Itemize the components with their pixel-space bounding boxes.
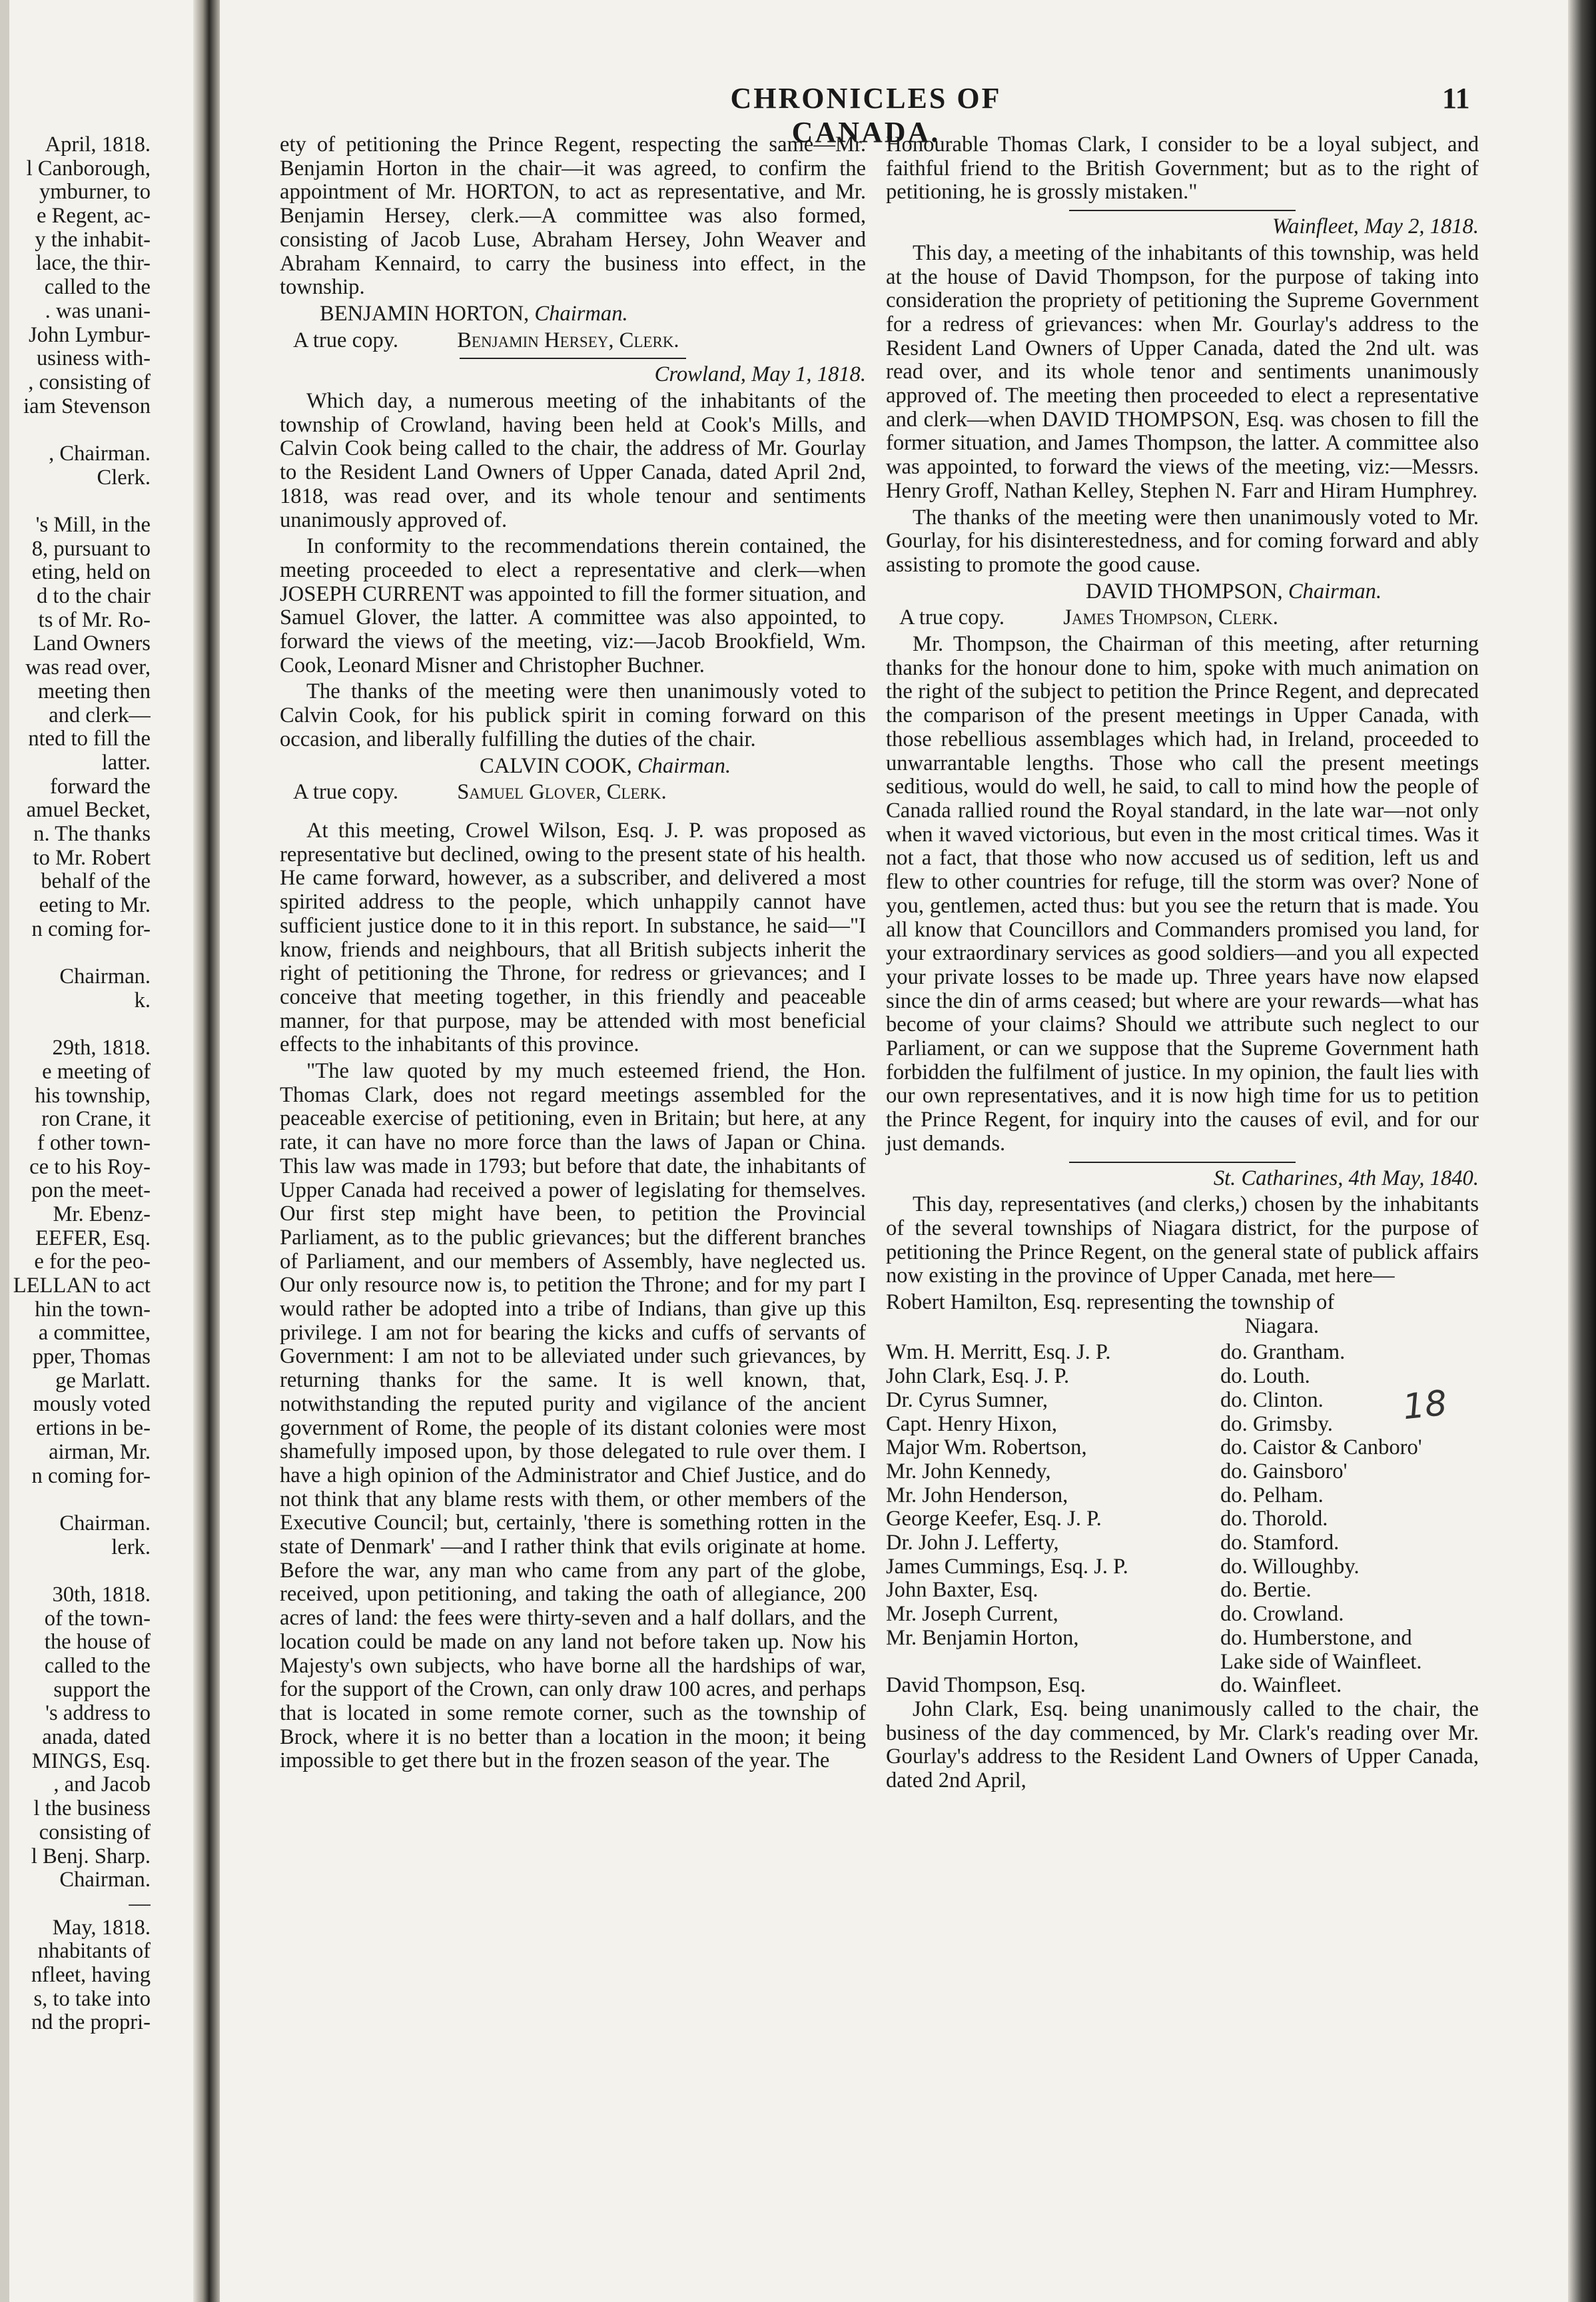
fragment-line: e for the peo- <box>34 1250 151 1274</box>
book-gutter <box>193 0 220 2302</box>
paragraph: Honourable Thomas Clark, I consider to be a loyal subject, and faithful friend to the British Government; but as to the right of petitioning, he is grossly mistaken." <box>886 133 1479 204</box>
fragment-line: a committee, <box>38 1321 151 1345</box>
attestation-line <box>280 781 866 805</box>
representative-township: Lake side of Wainfleet. <box>1220 1649 1422 1674</box>
scan-edge-right <box>1568 0 1596 2302</box>
fragment-line: 8, pursuant to <box>31 536 151 561</box>
representative-name: Wm. H. Merritt, Esq. J. P. <box>886 1340 1111 1365</box>
signature-line <box>280 755 866 779</box>
paragraph: At this meeting, Crowel Wilson, Esq. J. P. was proposed as representative but declined, owing to the present state of his health. He came forward, however, as a subscriber, and delivered a most spirited address to the people, which unhappily cannot have sufficient justice done to it in this report. In substance, he said—"I know, friends and neighbours, that all British subjects inherit the right of petitioning the Throne, for redress or grievances; and I conceive that meeting together, in this friendly and peaceable manner, for that purpose, may be attended with most beneficial effects to the inhabitants of this province. <box>280 818 866 1057</box>
table-row <box>886 1531 1479 1555</box>
paragraph: This day, representatives (and clerks,) chosen by the inhabitants of the several townships of Niagara district, for the purpose of petitioning the Prince Regent, on the general state of publick affairs now existing in the province of Upper Canada, met here— <box>886 1192 1479 1288</box>
fragment-line: e Regent, ac- <box>37 204 151 228</box>
fragment-line: meeting then <box>37 679 151 703</box>
fragment-line: nhabitants of <box>37 1939 151 1964</box>
fragment-line: Chairman. <box>59 964 151 989</box>
representative-township: do. Willoughby. <box>1220 1554 1360 1579</box>
table-row <box>886 1484 1479 1508</box>
fragment-line: 30th, 1818. <box>52 1582 151 1607</box>
fragment-line: iam Stevenson <box>23 394 151 418</box>
fragment-line: ertions in be- <box>36 1416 151 1441</box>
fragment-line: anada, dated <box>42 1725 151 1750</box>
fragment-line: MINGS, Esq. <box>31 1748 151 1773</box>
representative-township: do. Crowland. <box>1220 1602 1344 1627</box>
fragment-line: behalf of the <box>41 869 151 894</box>
fragment-line: lace, the thir- <box>35 251 151 276</box>
signatory: CALVIN COOK, <box>480 753 632 778</box>
fragment-line: hin the town- <box>35 1297 151 1322</box>
fragment-line: support the <box>53 1677 151 1702</box>
fragment-line: . was unani- <box>45 298 151 323</box>
fragment-line: , and Jacob <box>53 1772 151 1797</box>
fragment-line: LELLAN to act <box>13 1274 151 1298</box>
fragment-line: f other town- <box>37 1130 151 1155</box>
fragment-line: and clerk— <box>49 703 151 727</box>
representative-name: Major Wm. Robertson, <box>886 1435 1087 1460</box>
fragment-line: ron Crane, it <box>41 1107 151 1132</box>
fragment-line: Land Owners <box>33 631 151 656</box>
fragment-line: l Benj. Sharp. <box>31 1844 151 1868</box>
representative-name: George Keefer, Esq. J. P. <box>886 1507 1102 1531</box>
representative-township: do. Stamford. <box>1220 1531 1340 1555</box>
fragment-line: — <box>129 1891 151 1916</box>
signatory-role: Chairman. <box>1288 579 1382 603</box>
signature-line <box>280 302 866 326</box>
clerk-signature: James Thompson, Clerk. <box>1063 605 1278 630</box>
page-number: 11 <box>1442 82 1470 115</box>
fragment-line: of the town- <box>44 1606 151 1631</box>
table-row <box>886 1627 1479 1651</box>
fragment-line: forward the <box>49 774 151 799</box>
fragment-line: consisting of <box>39 1820 151 1844</box>
representative-name: Capt. Henry Hixon, <box>886 1411 1057 1436</box>
signatory: DAVID THOMPSON, <box>1086 579 1283 603</box>
column-1 <box>280 133 866 1776</box>
fragment-line: , Chairman. <box>49 441 151 466</box>
fragment-line: pper, Thomas <box>32 1345 151 1369</box>
dateline: St. Catharines, 4th May, 1840. <box>1213 1166 1479 1190</box>
fragment-line: k. <box>134 988 151 1012</box>
fragment-line: nd the propri- <box>31 2010 151 2035</box>
representative-township: do. Grantham. <box>1220 1340 1346 1365</box>
fragment-line: airman, Mr. <box>49 1439 151 1464</box>
fragment-line: called to the <box>44 275 151 300</box>
dateline: Crowland, May 1, 1818. <box>654 362 866 387</box>
fragment-line: Mr. Ebenz- <box>53 1202 151 1226</box>
representative-township: do. Thorold. <box>1220 1507 1328 1531</box>
column-2 <box>886 133 1479 1796</box>
table-row <box>886 1436 1479 1460</box>
paragraph: "The law quoted by my much esteemed friend, the Hon. Thomas Clark, does not regard meetings assembled for the peaceable exercise of petitioning, even in Britain; but here, at any rate, it can have no more force than the laws of Japan or China. This law was made in 1793; but before that date, the inhabitants of Upper Canada had received a power of legislating for themselves. Our first step might have been, to petition the Provincial Parliament, as to the public grievances; but the different branches of Parliament, and our members of Assembly, have neglected us. Our only resource now is, to petition the Throne; and for my part I would rather be adopted into a tribe of Indians, than give up this privilege. I am not for bearing the kicks and cuffs of servants of Government: I am not to be alleviated under such grievances, by returning thanks for the same. It is well known, that, notwithstanding the reputed purity and vigilance of the ancient government of Rome, the people of its distant colonies were most shamefully imposed upon, by those delegated to rule over them. I have a high opinion of the Administrator and Chief Justice, and do not think that any blame rests with them, or other members of the Executive Council; but, certainly, 'there is something rotten in the state of Denmark' —and I rather think that evils originate at home. Before the war, any man who came from any part of the globe, received, upon petitioning, and taking the oath of allegiance, 200 acres of land: the fees were thirty-seven and a half dollars, and the location could be made on any land not before taken up. Now his Majesty's own subjects, who have borne all the hardships of war, for the support of the Crown, can only draw 100 acres, and perhaps that is located in some remote corner, such as the township of Brock, where it is no better than a location in the moon; it being impossible to get there but in the frozen season of the year. The <box>280 1059 866 1773</box>
attestation-line <box>280 329 866 353</box>
table-row <box>886 1389 1479 1413</box>
fragment-line: Clerk. <box>97 465 151 490</box>
fragment-line: nted to fill the <box>28 727 151 751</box>
representative-first-town: Niagara. <box>1244 1314 1319 1338</box>
fragment-line: s, to take into <box>33 1986 151 2011</box>
dateline: Wainfleet, May 2, 1818. <box>1272 214 1479 239</box>
representative-township: do. Louth. <box>1220 1364 1310 1389</box>
fragment-line: eting, held on <box>31 560 151 585</box>
fragment-line <box>0 490 151 514</box>
representative-township: do. Pelham. <box>1220 1483 1324 1507</box>
running-title: CHRONICLES OF CANADA. <box>730 82 1002 149</box>
fragment-line: 's address to <box>45 1701 151 1726</box>
attestation-line <box>886 606 1479 630</box>
representatives-lead <box>886 1291 1479 1338</box>
fragment-line: 's Mill, in the <box>35 513 151 537</box>
handwritten-annotation: 18 <box>1401 1383 1449 1428</box>
representative-name: Mr. Joseph Current, <box>886 1602 1058 1627</box>
fragment-line <box>0 1012 151 1036</box>
paragraph: John Clark, Esq. being unanimously called to the chair, the business of the day commenced, by Mr. Clark's reading over Mr. Gourlay's address to the Resident Land Owners of Upper Canada, dated 2nd April, <box>886 1697 1479 1793</box>
fragment-line: his township, <box>35 1083 151 1108</box>
true-copy-label: A true copy. <box>293 328 399 352</box>
section-rule <box>460 358 686 359</box>
signatory-role: Chairman. <box>534 301 628 326</box>
fragment-line <box>0 1559 151 1583</box>
fragment-line: eeting to Mr. <box>39 893 151 917</box>
fragment-line: mously voted <box>33 1392 151 1417</box>
representative-name: Mr. Benjamin Horton, <box>886 1625 1079 1650</box>
fragment-line: n coming for- <box>31 917 151 941</box>
representative-township: do. Humberstone, and <box>1220 1625 1412 1650</box>
table-row <box>886 1603 1479 1627</box>
representatives-table <box>886 1341 1479 1698</box>
fragment-line: EEFER, Esq. <box>35 1226 151 1250</box>
fragment-line: called to the <box>44 1654 151 1678</box>
signature-line <box>886 580 1479 604</box>
representative-township: do. Wainfleet. <box>1220 1673 1342 1698</box>
clerk-signature: Benjamin Hersey, Clerk. <box>457 328 679 352</box>
fragment-line: y the inhabit- <box>35 227 151 252</box>
representative-name: Dr. Cyrus Sumner, <box>886 1387 1048 1412</box>
true-copy-label: A true copy. <box>293 780 399 805</box>
table-row <box>886 1555 1479 1579</box>
representative-name <box>886 1651 1220 1675</box>
fragment-line: John Lymbur- <box>28 322 151 347</box>
fragment-line: 29th, 1818. <box>52 1036 151 1060</box>
fragment-line: n. The thanks <box>33 821 151 846</box>
fragment-line: May, 1818. <box>52 1915 151 1940</box>
fragment-line: pon the meet- <box>31 1178 151 1203</box>
representative-township: do. Caistor & Canboro' <box>1220 1435 1422 1460</box>
representative-name: Mr. John Henderson, <box>886 1483 1068 1507</box>
representative-name: Mr. John Kennedy, <box>886 1459 1051 1483</box>
table-row <box>886 1674 1479 1698</box>
fragment-line: ce to his Roy- <box>29 1154 151 1179</box>
fragment-line: lerk. <box>111 1535 151 1559</box>
representative-township: do. Bertie. <box>1220 1578 1312 1603</box>
signatory: BENJAMIN HORTON, <box>320 301 530 326</box>
fragment-line <box>0 1488 151 1512</box>
paragraph: ety of petitioning the Prince Regent, respecting the same—Mr. Benjamin Horton in the chair—it was agreed, to confirm the appointment of Mr. HORTON, to act as representative, and Mr. Benjamin Hersey, clerk.—A committee was also formed, consisting of Jacob Luse, Abraham Hersey, John Weaver and Abraham Kennaird, to carry the business into effect, in the township. <box>280 133 866 300</box>
fragment-line <box>0 418 151 442</box>
representative-first: Robert Hamilton, Esq. representing the township of <box>886 1290 1335 1315</box>
fragment-line: n coming for- <box>31 1463 151 1488</box>
signatory-role: Chairman. <box>637 753 731 778</box>
representative-township: do. Grimsby. <box>1220 1411 1333 1436</box>
representative-name: John Clark, Esq. J. P. <box>886 1364 1070 1389</box>
fragment-line: , consisting of <box>28 370 151 394</box>
true-copy-label: A true copy. <box>899 605 1005 630</box>
fragment-line: to Mr. Robert <box>33 845 151 870</box>
fragment-line: Chairman. <box>59 1511 151 1535</box>
paragraph: Which day, a numerous meeting of the inhabitants of the township of Crowland, having been held at Cook's Mills, and Calvin Cook being called to the chair, the address of Mr. Gourlay to the Resident Land Owners of Upper Canada, dated April 2nd, 1818, was read over, and its whole tenour and sentiments unanimously approved of. <box>280 389 866 532</box>
fragment-line: latter. <box>101 750 151 775</box>
table-row <box>886 1413 1479 1437</box>
fragment-line: was read over, <box>25 655 151 680</box>
fragment-line: l Canborough, <box>26 156 151 181</box>
paragraph: The thanks of the meeting were then unanimously voted to Mr. Gourlay, for his disinterestedness, and for coming forward and ably assisting to promote the good cause. <box>886 505 1479 577</box>
paragraph: The thanks of the meeting were then unanimously voted to Calvin Cook, for his publick spirit in coming forward on this occasion, and liberally fulfilling the duties of the chair. <box>280 679 866 751</box>
table-row <box>886 1365 1479 1389</box>
fragment-line: usiness with- <box>36 346 151 371</box>
fragment-line: nfleet, having <box>31 1962 151 1987</box>
table-row <box>886 1507 1479 1531</box>
clerk-signature: Samuel Glover, Clerk. <box>457 780 667 805</box>
paragraph: In conformity to the recommendations therein contained, the meeting proceeded to elect a representative and clerk—when JOSEPH CURRENT was appointed to fill the former situation, and Samuel Glover, the latter. A committee was also appointed, to forward the views of the meeting, viz:—Jacob Brookfield, Wm. Cook, Leonard Misner and Christopher Buchner. <box>280 534 866 677</box>
fragment-line: d to the chair <box>37 584 151 609</box>
fragment-line: Chairman. <box>59 1868 151 1892</box>
fragment-line: l the business <box>33 1796 151 1821</box>
table-row <box>886 1341 1479 1365</box>
table-row <box>886 1579 1479 1603</box>
fragment-line: ge Marlatt. <box>55 1368 151 1393</box>
fragment-line: ymburner, to <box>39 180 151 204</box>
fragment-line <box>0 941 151 965</box>
representative-township: do. Clinton. <box>1220 1387 1324 1412</box>
section-rule <box>1069 210 1296 211</box>
fragment-line: April, 1818. <box>45 133 151 157</box>
representative-name: James Cummings, Esq. J. P. <box>886 1554 1128 1579</box>
representative-name: David Thompson, Esq. <box>886 1673 1086 1698</box>
fragment-line: amuel Becket, <box>26 798 151 823</box>
representative-name: John Baxter, Esq. <box>886 1578 1038 1603</box>
table-row <box>886 1651 1479 1675</box>
representative-township: do. Gainsboro' <box>1220 1459 1348 1483</box>
paragraph: Mr. Thompson, the Chairman of this meeting, after returning thanks for the honour done to him, spoke with much animation on the right of the subject to petition the Prince Regent, and deprecated the comparison of the present meetings in Upper Canada, with those rebellious assemblages which had, in Ireland, proceeded to unwarrantable lengths. Those who call the present meetings seditious, would do well, he said, to call to mind how the people of Canada rallied round the Royal standard, in the late war—not only when it waved victorious, but even in the most critical times. Was it not a fact, that those who now accused us of sedition, left us and flew to other countries for refuge, till the storm was over? None of you, gentlemen, acted thus: but you see the return that is made. You all know that Councillors and Commanders promised you land, for your extraordinary services as good soldiers—and you all expected your private losses to be made up. Three years have now elapsed since the din of arms ceased; but where are your rewards—what has become of your claims? Should we attribute such neglect to our Parliament, or can we suppose that the Supreme Government hath forbidden the fulfilment of justice. In my opinion, the fault lies with our own representatives, and it is now high time for us to petition the Prince Regent, for inquiry into the causes of evil, and for our just demands. <box>886 632 1479 1156</box>
section-rule <box>1069 1162 1296 1163</box>
representative-name: Dr. John J. Lefferty, <box>886 1531 1059 1555</box>
table-row <box>886 1460 1479 1484</box>
paragraph: This day, a meeting of the inhabitants of this township, was held at the house of David Thompson, for the purpose of taking into consideration the propriety of petitioning the Supreme Government for a redress of grievances: when Mr. Gourlay's address to the Resident Land Owners of Upper Canada, dated the 2nd ult. was read over, and its whole tenor and sentiments unanimously approved of. The meeting then proceeded to elect a representative and clerk—when DAVID THOMPSON, Esq. was chosen to fill the former situation, and James Thompson, the latter. A committee also was appointed, to forward the views of the meeting, viz:—Messrs. Henry Groff, Nathan Kelley, Stephen N. Farr and Hiram Humphrey. <box>886 240 1479 503</box>
fragment-line: the house of <box>44 1630 151 1655</box>
fragment-line: ts of Mr. Ro- <box>38 607 151 632</box>
fragment-line: e meeting of <box>42 1059 151 1084</box>
previous-page-fragment <box>0 133 151 2035</box>
